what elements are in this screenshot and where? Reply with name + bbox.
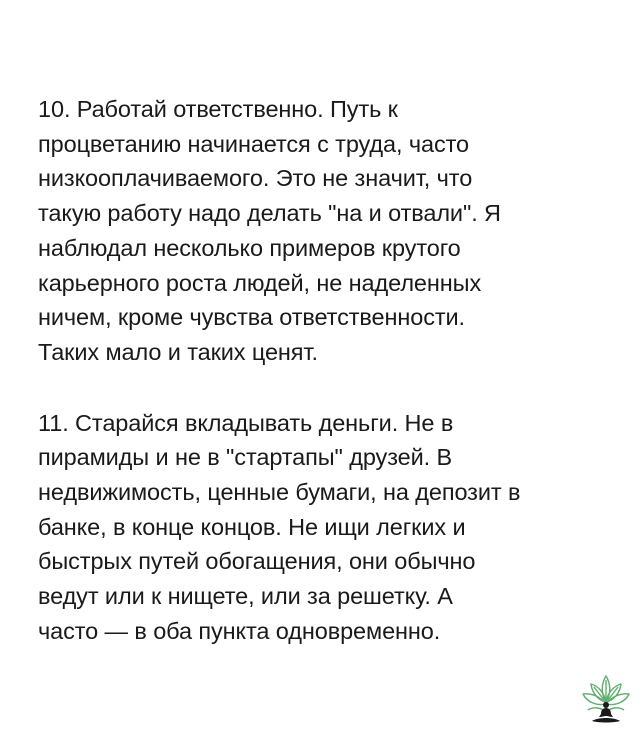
text-line: банке, в конце концов. Не ищи легких и: [38, 513, 466, 540]
text-line: карьерного роста людей, не наделенных: [38, 269, 482, 296]
lotus-meditation-icon: [578, 672, 634, 728]
text-line: 11. Старайся вкладывать деньги. Не в: [38, 409, 454, 436]
text-line: быстрых путей обогащения, они обычно: [38, 548, 476, 575]
text-line: такую работу надо делать "на и отвали". Я: [38, 200, 501, 227]
paragraph-10: [38, 92, 613, 370]
text-line: пирамиды и не в "стартапы" друзей. В: [38, 444, 453, 471]
text-line: ничем, кроме чувства ответственности.: [38, 304, 465, 331]
text-line: наблюдал несколько примеров крутого: [38, 234, 461, 261]
article-body: [38, 92, 613, 649]
text-line: ведут или к нищете, или за решетку. А: [38, 583, 453, 610]
text-line: 10. Работай ответственно. Путь к: [38, 96, 398, 122]
text-line: часто — в оба пункта одновременно.: [38, 617, 441, 644]
text-line: низкооплачиваемого. Это не значит, что: [38, 165, 473, 192]
text-line: процветанию начинается с труда, часто: [38, 130, 469, 157]
paragraph-11: [38, 406, 613, 649]
text-line: недвижимость, ценные бумаги, на депозит в: [38, 479, 521, 506]
text-line: Таких мало и таких ценят.: [38, 338, 318, 365]
